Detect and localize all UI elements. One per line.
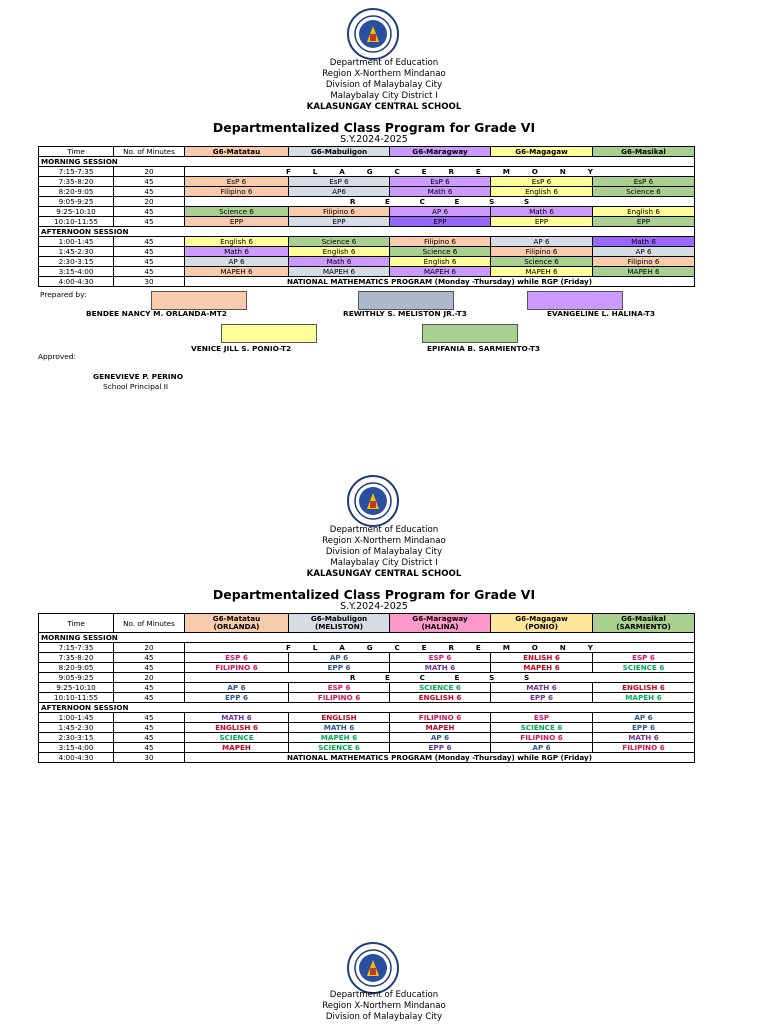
recess-letter: S [523,673,530,682]
col-section: G6-Maragway [390,147,491,157]
header-line-2: Region X-Northern Mindanao [322,1001,446,1011]
subject-cell: Science 6 [390,247,491,257]
flag-letter: M [502,643,510,652]
time-cell: 1:45-2:30 [39,723,114,733]
subject-cell: EPP [185,217,289,227]
color-box-ponio [221,324,317,343]
school-name: KALASUNGAY CENTRAL SCHOOL [306,569,462,579]
time-cell: 1:45-2:30 [39,247,114,257]
recess-letter: S [489,197,495,206]
deped-seal-icon [347,8,399,60]
flag-letter: C [394,643,400,652]
school-year: S.Y.2024-2025 [340,601,408,612]
subject-cell: MAPEH [390,723,491,733]
recess-letter: C [419,197,425,206]
subject-cell: Math 6 [491,207,593,217]
principal-title: School Principal II [103,382,169,391]
teacher-name: BENDEE NANCY M. ORLANDA-MT2 [86,309,227,318]
flag-letter: A [339,167,345,176]
subject-cell: EPP 6 [185,693,289,703]
page-title: Departmentalized Class Program for Grade VI [212,587,536,602]
recess-letter: E [385,673,390,682]
header-line-1: Department of Education [329,990,439,1000]
minutes-cell: 30 [114,753,185,763]
subject-cell: Science 6 [593,187,695,197]
header-line-1: Department of Education [329,525,439,535]
minutes-cell: 45 [114,713,185,723]
time-cell: 1:00-1:45 [39,237,114,247]
flag-letter: Y [587,167,593,176]
subject-cell: MATH 6 [185,713,289,723]
subject-cell: EsP 6 [593,177,695,187]
recess-letters [185,197,694,206]
flag-letter: N [559,167,566,176]
subject-cell: MAPEH 6 [593,693,695,703]
flag-letter: E [475,643,481,652]
class-program-table [38,146,695,287]
minutes-cell: 30 [114,277,185,287]
col-time: Time [39,614,114,633]
morning-session-label: MORNING SESSION [39,633,695,643]
subject-cell: FILIPINO 6 [390,713,491,723]
deped-seal-icon [347,475,399,527]
teacher-name: EPIFANIA B. SARMIENTO-T3 [427,344,541,353]
minutes-cell: 45 [114,267,185,277]
col-section [289,614,390,633]
section-name: G6-Magagaw [515,613,568,623]
time-cell: 10:10-11:55 [39,693,114,703]
prepared-by-label: Prepared by: [40,290,87,299]
recess-letter: S [489,673,495,682]
subject-cell: AP 6 [390,207,491,217]
section-name: G6-Mabuligon [310,613,368,623]
letterhead [0,58,768,113]
adviser-name: (SARMIENTO) [616,622,671,631]
subject-cell: ENGLISH [289,713,390,723]
subject-cell: MAPEH 6 [185,267,289,277]
subject-cell: EPP 6 [390,743,491,753]
time-cell: 4:00-4:30 [39,753,114,763]
subject-cell: English 6 [593,207,695,217]
color-box-sarmiento [422,324,518,343]
subject-cell: SCIENCE 6 [289,743,390,753]
time-cell: 7:35-8:20 [39,653,114,663]
time-cell: 7:15-7:35 [39,643,114,653]
time-cell: 1:00-1:45 [39,713,114,723]
flag-letter: F [285,167,291,176]
recess-letter: S [523,197,530,206]
flag-letter: R [448,167,455,176]
subject-cell: SCIENCE [185,733,289,743]
color-box-halina [527,291,623,310]
minutes-cell: 45 [114,247,185,257]
subject-cell: Filipino 6 [289,207,390,217]
afternoon-session-label: AFTERNOON SESSION [39,703,695,713]
flag-letter: R [448,643,455,652]
flag-letter: G [366,167,373,176]
color-box-meliston [358,291,454,310]
minutes-cell: 45 [114,217,185,227]
subject-cell: AP 6 [593,713,695,723]
time-cell: 3:15-4:00 [39,743,114,753]
school-name: KALASUNGAY CENTRAL SCHOOL [306,102,462,112]
header-line-4: Malaybalay City District I [330,558,438,568]
subject-cell: EPP [593,217,695,227]
header-line-3: Division of Malaybalay City [325,80,443,90]
teacher-name: VENICE JILL S. PONIO-T2 [191,344,292,353]
letterhead [0,525,768,580]
col-section [593,614,695,633]
flag-letter: E [421,167,427,176]
afternoon-session-label: AFTERNOON SESSION [39,227,695,237]
minutes-cell: 45 [114,207,185,217]
subject-cell: Science 6 [289,237,390,247]
col-section: G6-Magagaw [491,147,593,157]
color-box-orlanda [151,291,247,310]
subject-cell: MATH 6 [593,733,695,743]
subject-cell: ESP 6 [390,653,491,663]
subject-cell: EPP [289,217,390,227]
time-cell: 3:15-4:00 [39,267,114,277]
col-section: G6-Mabuligon [289,147,390,157]
recess-row [185,673,695,683]
flag-ceremony-letters [185,167,694,176]
col-section [390,614,491,633]
time-cell: 8:20-9:05 [39,187,114,197]
flag-letter: L [312,167,318,176]
flag-letter: O [531,167,538,176]
subject-cell: MAPEH [185,743,289,753]
flag-letter: G [366,643,373,652]
subject-cell: MAPEH 6 [289,267,390,277]
flag-letter: F [285,643,291,652]
principal-name: GENEVIEVE P. PERINO [93,372,184,381]
minutes-cell: 20 [114,167,185,177]
minutes-cell: 20 [114,673,185,683]
minutes-cell: 45 [114,693,185,703]
minutes-cell: 45 [114,733,185,743]
flag-letter: O [531,643,538,652]
col-section: G6-Matatau [185,147,289,157]
subject-cell: AP 6 [491,743,593,753]
subject-cell: AP 6 [491,237,593,247]
subject-cell: English 6 [185,237,289,247]
subject-cell: MAPEH 6 [390,267,491,277]
subject-cell: Filipino 6 [491,247,593,257]
subject-cell: MAPEH 6 [491,267,593,277]
flag-ceremony-letters [185,643,694,652]
nmp-row: NATIONAL MATHEMATICS PROGRAM (Monday -Thursday) while RGP (Friday) [185,277,695,287]
subject-cell: ESP 6 [289,683,390,693]
flag-letter: Y [587,643,593,652]
subject-cell: English 6 [390,257,491,267]
subject-cell: AP 6 [185,683,289,693]
subject-cell: AP 6 [185,257,289,267]
subject-cell: ESP 6 [185,653,289,663]
header-line-3: Division of Malaybalay City [325,547,443,557]
subject-cell: AP 6 [593,247,695,257]
page-title: Departmentalized Class Program for Grade VI [212,120,536,135]
minutes-cell: 45 [114,237,185,247]
subject-cell: Science 6 [185,207,289,217]
subject-cell: MAPEH 6 [491,663,593,673]
subject-cell: Math 6 [593,237,695,247]
recess-letter: C [419,673,425,682]
recess-letters [185,673,694,682]
time-cell: 2:30-3:15 [39,257,114,267]
subject-cell: EsP 6 [185,177,289,187]
subject-cell: Filipino 6 [185,187,289,197]
subject-cell: ESP [491,713,593,723]
subject-cell: EPP [491,217,593,227]
flag-letter: L [312,643,318,652]
col-section: G6-Masikal [593,147,695,157]
adviser-name: (HALINA) [421,622,459,631]
teacher-name: EVANGELINE L. HALINA-T3 [547,309,656,318]
class-program-table [38,613,695,763]
adviser-name: (ORLANDA) [213,622,260,631]
subject-cell: Math 6 [390,187,491,197]
subject-cell: AP 6 [289,653,390,663]
minutes-cell: 20 [114,643,185,653]
subject-cell: EsP 6 [390,177,491,187]
teacher-name: REWITHLY S. MELISTON JR.-T3 [343,309,467,318]
time-cell: 10:10-11:55 [39,217,114,227]
subject-cell: FILIPINO 6 [185,663,289,673]
subject-cell: English 6 [491,187,593,197]
col-time: Time [39,147,114,157]
subject-cell: EPP 6 [593,723,695,733]
subject-cell: EPP [390,217,491,227]
subject-cell: FILIPINO 6 [289,693,390,703]
recess-letter: R [349,197,356,206]
flag-letter: C [394,167,400,176]
section-name: G6-Matatau [212,613,261,623]
subject-cell: EPP 6 [491,693,593,703]
adviser-name: (MELISTON) [314,622,364,631]
subject-cell: ENGLISH 6 [185,723,289,733]
minutes-cell: 45 [114,663,185,673]
minutes-cell: 45 [114,187,185,197]
time-cell: 9:25-10:10 [39,207,114,217]
recess-letter: E [385,197,390,206]
subject-cell: MATH 6 [390,663,491,673]
flag-letter: E [475,167,481,176]
minutes-cell: 45 [114,723,185,733]
time-cell: 7:15-7:35 [39,167,114,177]
subject-cell: EsP 6 [289,177,390,187]
col-minutes: No. of Minutes [114,147,185,157]
subject-cell: MAPEH 6 [593,267,695,277]
subject-cell: ESP 6 [593,653,695,663]
time-cell: 7:35-8:20 [39,177,114,187]
subject-cell: SCIENCE 6 [390,683,491,693]
flag-letter: N [559,643,566,652]
subject-cell: Filipino 6 [593,257,695,267]
time-cell: 9:05-9:25 [39,197,114,207]
col-section [185,614,289,633]
morning-session-label: MORNING SESSION [39,157,695,167]
subject-cell: SCIENCE 6 [491,723,593,733]
subject-cell: Math 6 [185,247,289,257]
subject-cell: FILIPINO 6 [593,743,695,753]
subject-cell: MATH 6 [289,723,390,733]
time-cell: 9:05-9:25 [39,673,114,683]
subject-cell: MATH 6 [491,683,593,693]
recess-letter: E [454,673,460,682]
recess-letter: E [454,197,460,206]
approved-label: Approved: [38,352,76,361]
minutes-cell: 45 [114,177,185,187]
recess-letter: R [349,673,356,682]
header-line-3: Division of Malaybalay City [325,1012,443,1022]
header-line-1: Department of Education [329,58,439,68]
minutes-cell: 45 [114,743,185,753]
adviser-name: (PONIO) [525,622,558,631]
flag-letter: E [421,643,427,652]
recess-row [185,197,695,207]
minutes-cell: 45 [114,683,185,693]
section-name: G6-Maragway [412,613,468,623]
subject-cell: FILIPINO 6 [491,733,593,743]
subject-cell: ENLISH 6 [491,653,593,663]
col-minutes: No. of Minutes [114,614,185,633]
time-cell: 8:20-9:05 [39,663,114,673]
flag-letter: A [339,643,345,652]
subject-cell: Math 6 [289,257,390,267]
letterhead [0,990,768,1023]
minutes-cell: 45 [114,257,185,267]
header-line-2: Region X-Northern Mindanao [322,69,446,79]
subject-cell: English 6 [289,247,390,257]
flag-ceremony-row [185,643,695,653]
subject-cell: SCIENCE 6 [593,663,695,673]
flag-ceremony-row [185,167,695,177]
subject-cell: AP 6 [390,733,491,743]
nmp-row: NATIONAL MATHEMATICS PROGRAM (Monday -Thursday) while RGP (Friday) [185,753,695,763]
subject-cell: Filipino 6 [390,237,491,247]
time-cell: 2:30-3:15 [39,733,114,743]
section-name: G6-Masikal [621,613,666,623]
minutes-cell: 20 [114,197,185,207]
school-year: S.Y.2024-2025 [340,134,408,145]
time-cell: 4:00-4:30 [39,277,114,287]
header-line-4: Malaybalay City District I [330,91,438,101]
time-cell: 9:25-10:10 [39,683,114,693]
subject-cell: MAPEH 6 [289,733,390,743]
subject-cell: Science 6 [491,257,593,267]
header-line-2: Region X-Northern Mindanao [322,536,446,546]
subject-cell: ENGLISH 6 [593,683,695,693]
col-section [491,614,593,633]
subject-cell: EsP 6 [491,177,593,187]
minutes-cell: 45 [114,653,185,663]
subject-cell: AP6 [289,187,390,197]
flag-letter: M [502,167,510,176]
subject-cell: ENGLISH 6 [390,693,491,703]
deped-seal-icon [347,942,399,994]
subject-cell: EPP 6 [289,663,390,673]
